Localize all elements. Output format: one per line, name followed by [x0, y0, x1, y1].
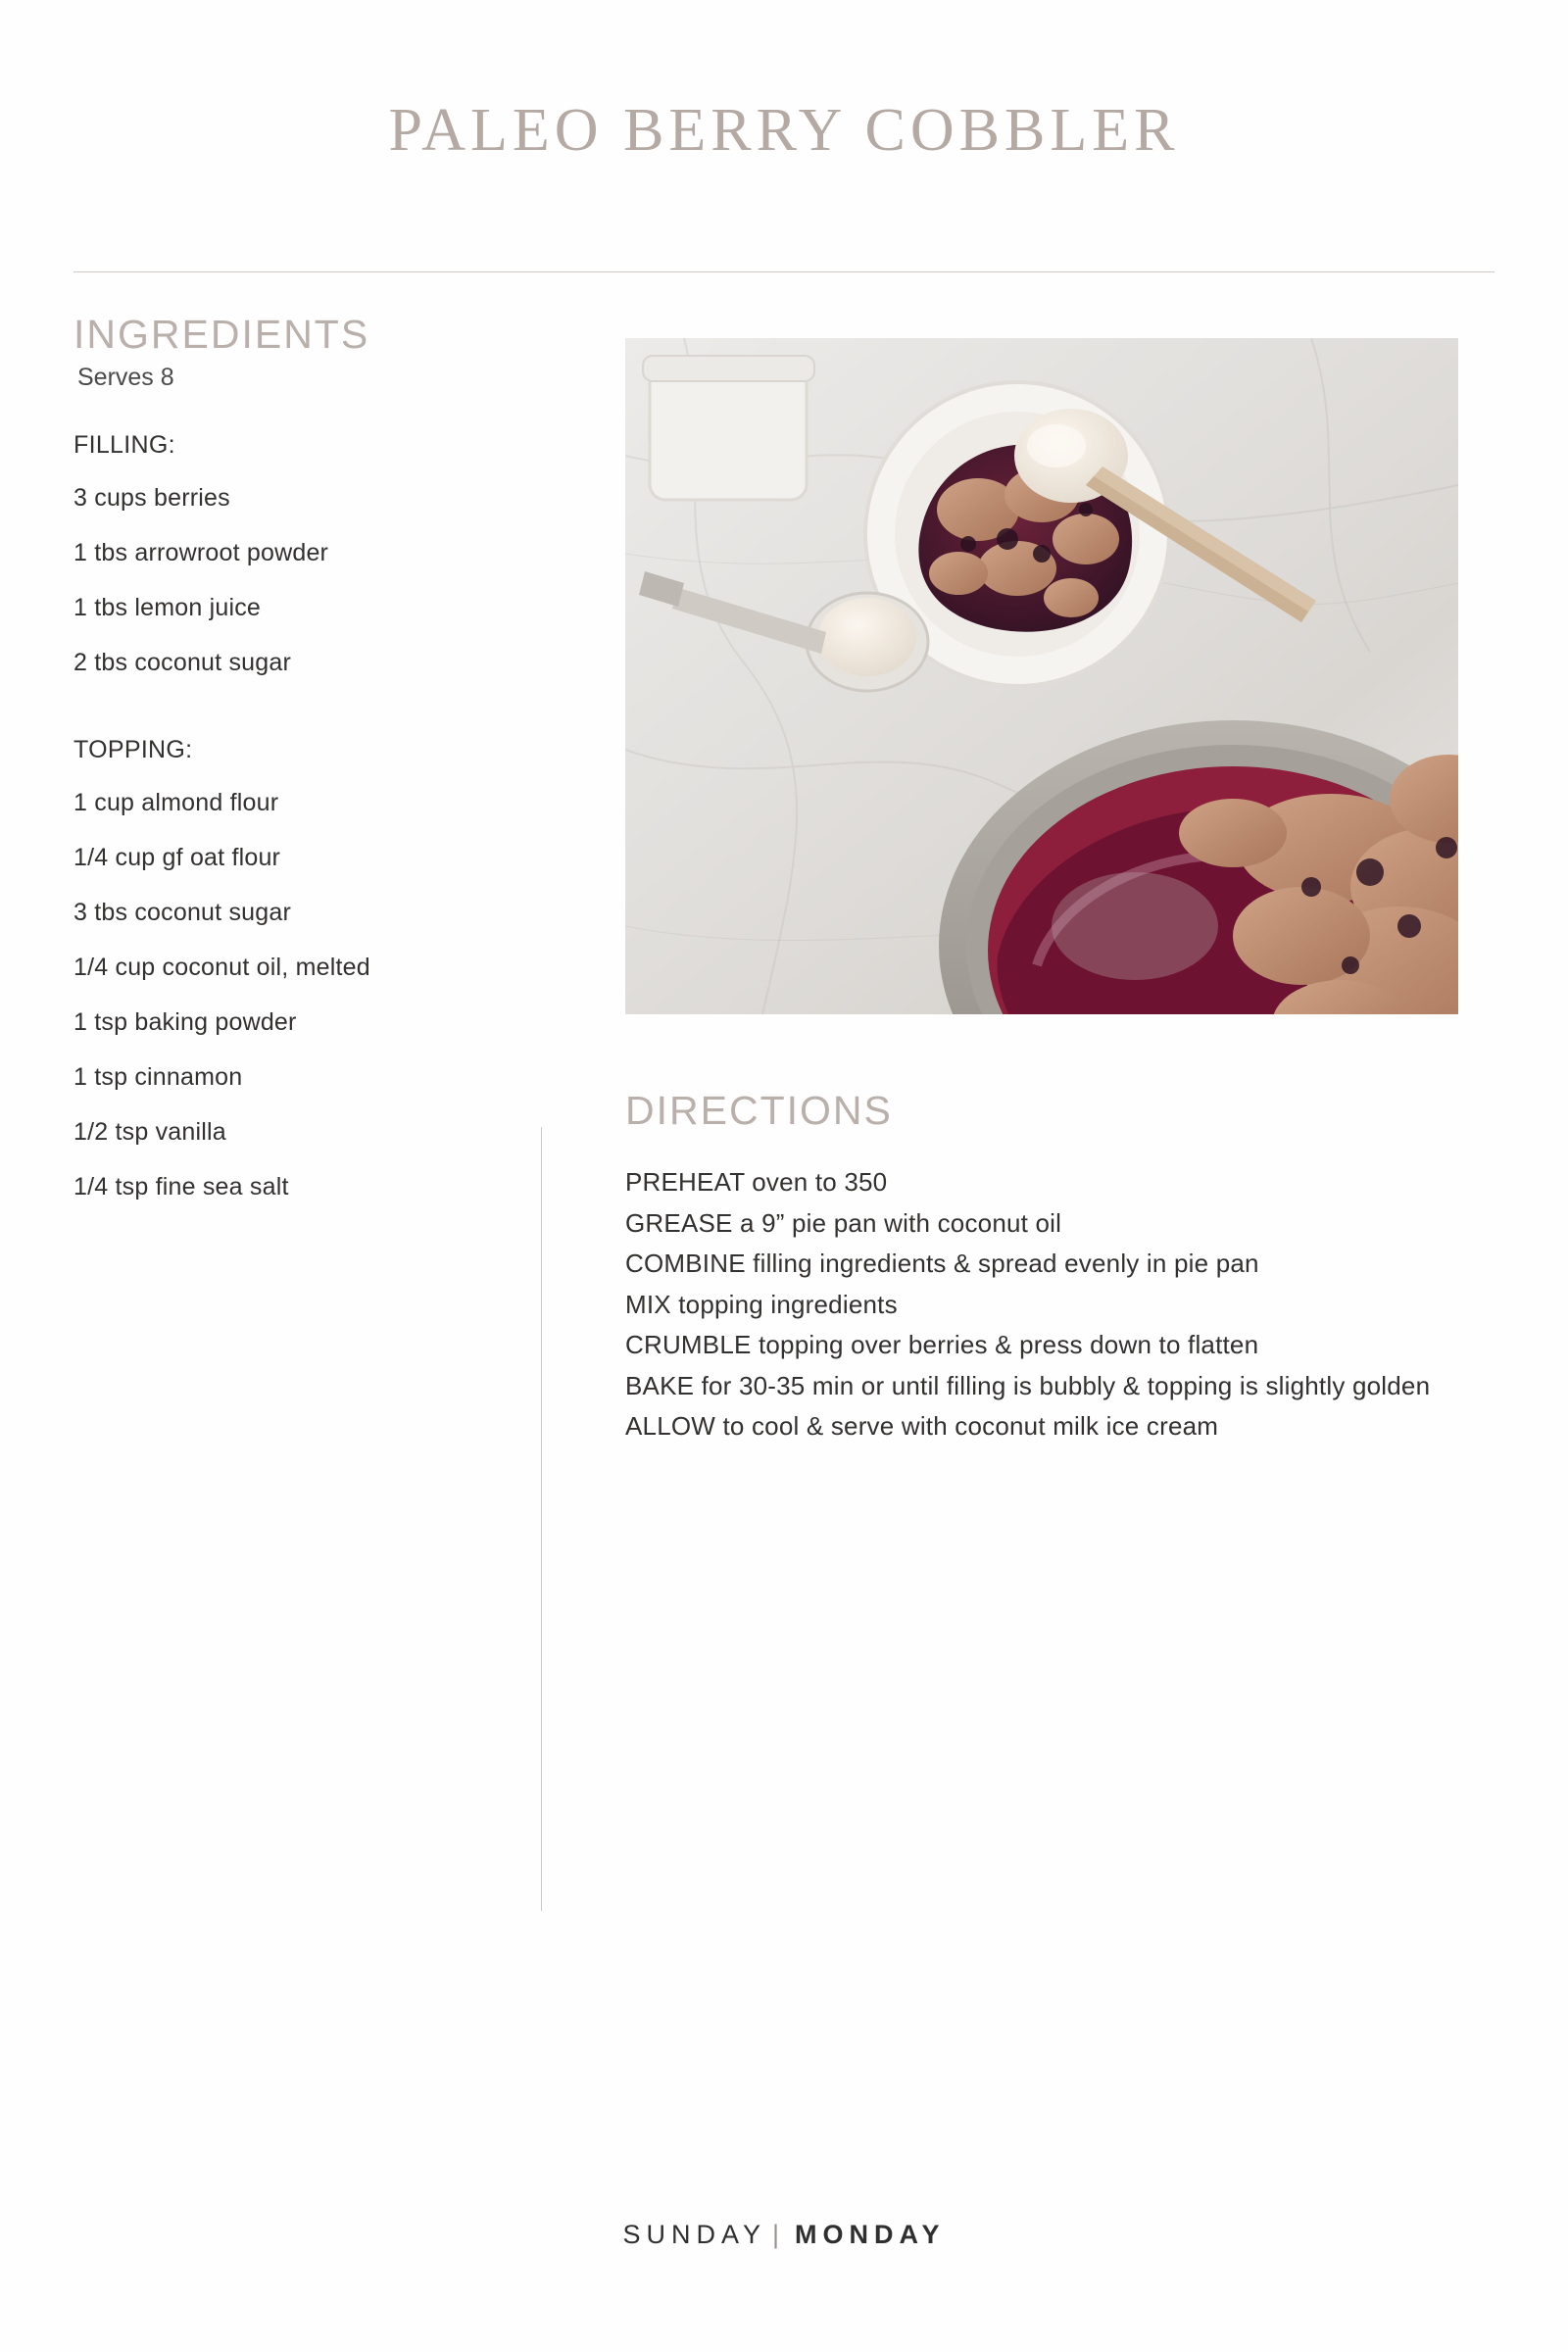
- list-item: 3 cups berries: [74, 484, 230, 512]
- directions-heading: DIRECTIONS: [625, 1088, 893, 1133]
- direction-step: ALLOW to cool & serve with coconut milk ice cream: [625, 1411, 1219, 1442]
- group-label-filling: FILLING:: [74, 431, 175, 459]
- directions-section: [625, 1088, 1497, 1448]
- list-item: 1/4 cup gf oat flour: [74, 844, 281, 871]
- ingredient-group-filling: [74, 431, 534, 677]
- brand-second-word: MONDAY: [795, 2220, 946, 2249]
- direction-step: BAKE for 30-35 min or until filling is bubbly & topping is slightly golden: [625, 1370, 1431, 1400]
- direction-step: GREASE a 9” pie pan with coconut oil: [625, 1207, 1062, 1238]
- group-label-topping: TOPPING:: [74, 736, 193, 763]
- direction-step: CRUMBLE topping over berries & press down to flatten: [625, 1330, 1259, 1360]
- list-item: 1/4 tsp fine sea salt: [74, 1173, 289, 1200]
- ingredients-section: [74, 312, 534, 1227]
- list-item: 1 tsp cinnamon: [74, 1063, 243, 1091]
- direction-step: MIX topping ingredients: [625, 1289, 898, 1319]
- list-item: 1 tsp baking powder: [74, 1008, 297, 1036]
- brand-separator: |: [771, 2220, 785, 2249]
- footer-brand: [0, 2220, 1568, 2250]
- column-divider: [541, 1127, 542, 1911]
- ingredient-group-topping: [74, 736, 534, 1201]
- direction-step: COMBINE filling ingredients & spread evenly in pie pan: [625, 1249, 1259, 1279]
- list-item: 1 cup almond flour: [74, 789, 279, 816]
- list-item: 3 tbs coconut sugar: [74, 899, 291, 926]
- brand-first-word: SUNDAY: [622, 2220, 766, 2249]
- list-item: 1/4 cup coconut oil, melted: [74, 954, 370, 981]
- group-spacer: [74, 703, 534, 736]
- ingredients-heading: INGREDIENTS: [74, 312, 370, 357]
- serves-label: Serves 8: [77, 364, 174, 391]
- list-item: 2 tbs coconut sugar: [74, 649, 291, 676]
- list-item: 1 tbs lemon juice: [74, 594, 261, 621]
- direction-step: PREHEAT oven to 350: [625, 1167, 888, 1197]
- recipe-photo: [625, 338, 1458, 1014]
- list-item: 1 tbs arrowroot powder: [74, 539, 329, 566]
- page-title: PALEO BERRY COBBLER: [388, 97, 1180, 164]
- title-divider: [74, 271, 1494, 272]
- list-item: 1/2 tsp vanilla: [74, 1118, 226, 1146]
